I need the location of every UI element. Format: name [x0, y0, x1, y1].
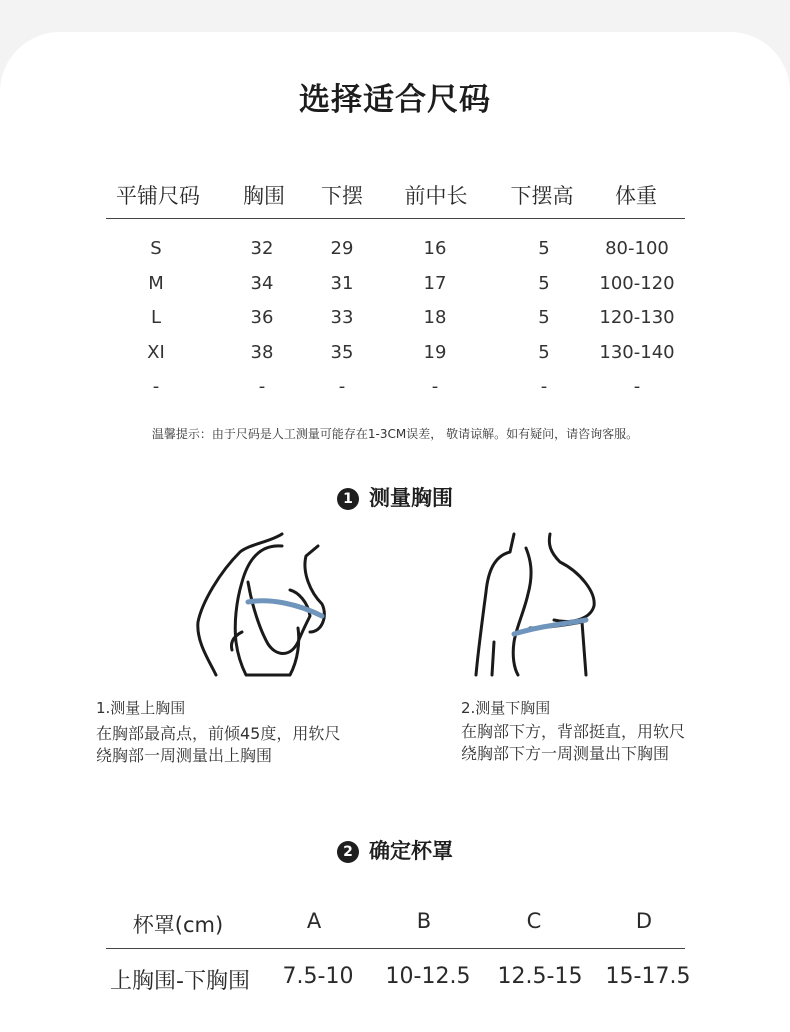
size-cell: 100-120: [599, 273, 675, 294]
size-cell: 19: [423, 342, 447, 363]
cup-header-cell: C: [526, 909, 542, 933]
size-cell: 16: [423, 238, 447, 259]
size-cell: M: [148, 273, 164, 294]
size-header-cell: 下摆: [321, 184, 363, 208]
step-description: 绕胸部下方一周测量出下胸围: [461, 744, 670, 763]
size-cell: 17: [423, 273, 447, 294]
cup-cell: 7.5-10: [282, 964, 354, 989]
size-cell: 32: [250, 238, 274, 259]
size-cell: 5: [538, 342, 550, 363]
size-cell: XI: [147, 342, 165, 363]
size-cell: -: [540, 376, 548, 397]
cup-cell: 15-17.5: [605, 964, 691, 989]
size-cell: 33: [330, 307, 354, 328]
size-cell: 120-130: [599, 307, 675, 328]
step-description: 绕胸部一周测量出上胸围: [96, 746, 273, 765]
size-cell: 5: [538, 307, 550, 328]
upper-bust-figure: [190, 532, 340, 682]
step-number-badge: 1: [337, 488, 359, 510]
size-cell: 5: [538, 273, 550, 294]
size-cell: 29: [330, 238, 354, 259]
cup-row-label: 上胸围-下胸围: [110, 969, 250, 994]
cup-table-divider: [106, 948, 685, 949]
size-cell: -: [633, 376, 641, 397]
size-cell: -: [431, 376, 439, 397]
cup-cell: 12.5-15: [497, 964, 583, 989]
measuring-tape: [514, 620, 586, 634]
cup-header-cell: 杯罩(cm): [132, 913, 224, 937]
cup-header-cell: D: [635, 909, 653, 933]
size-header-cell: 下摆高: [510, 184, 574, 208]
size-header-cell: 体重: [615, 184, 657, 208]
size-cell: 5: [538, 238, 550, 259]
under-bust-figure: [470, 532, 600, 682]
step-description: 在胸部下方，背部挺直，用软尺: [461, 722, 686, 741]
size-cell: -: [152, 376, 160, 397]
size-cell: 34: [250, 273, 274, 294]
step-title: 1.测量上胸围: [96, 699, 186, 717]
section-measure-bust: [0, 482, 790, 512]
cup-header-cell: A: [306, 909, 322, 933]
size-cell: L: [150, 307, 162, 328]
size-header-cell: 平铺尺码: [116, 184, 200, 208]
step-number-badge: 2: [337, 841, 359, 863]
section-title: 测量胸围: [369, 486, 453, 510]
cup-cell: 10-12.5: [385, 964, 471, 989]
section-title: 确定杯罩: [369, 839, 453, 863]
size-table-divider: [106, 218, 685, 219]
size-cell: 38: [250, 342, 274, 363]
size-cell: -: [258, 376, 266, 397]
size-cell: 80-100: [605, 238, 669, 259]
page-title: 选择适合尺码: [299, 82, 491, 118]
step-description: 在胸部最高点，前倾45度，用软尺: [96, 724, 341, 743]
size-cell: 18: [423, 307, 447, 328]
size-cell: 130-140: [599, 342, 675, 363]
cup-header-cell: B: [416, 909, 432, 933]
size-cell: S: [150, 238, 162, 259]
step-title: 2.测量下胸围: [461, 699, 551, 717]
size-cell: 36: [250, 307, 274, 328]
size-header-cell: 前中长: [404, 184, 468, 208]
section-cup-size: [0, 835, 790, 865]
size-header-cell: 胸围: [243, 184, 285, 208]
size-cell: 31: [330, 273, 354, 294]
size-cell: -: [338, 376, 346, 397]
size-cell: 35: [330, 342, 354, 363]
size-note: 温馨提示：由于尺码是人工测量可能存在1-3CM误差， 敬请谅解。如有疑问，请咨询客服。: [151, 427, 639, 441]
